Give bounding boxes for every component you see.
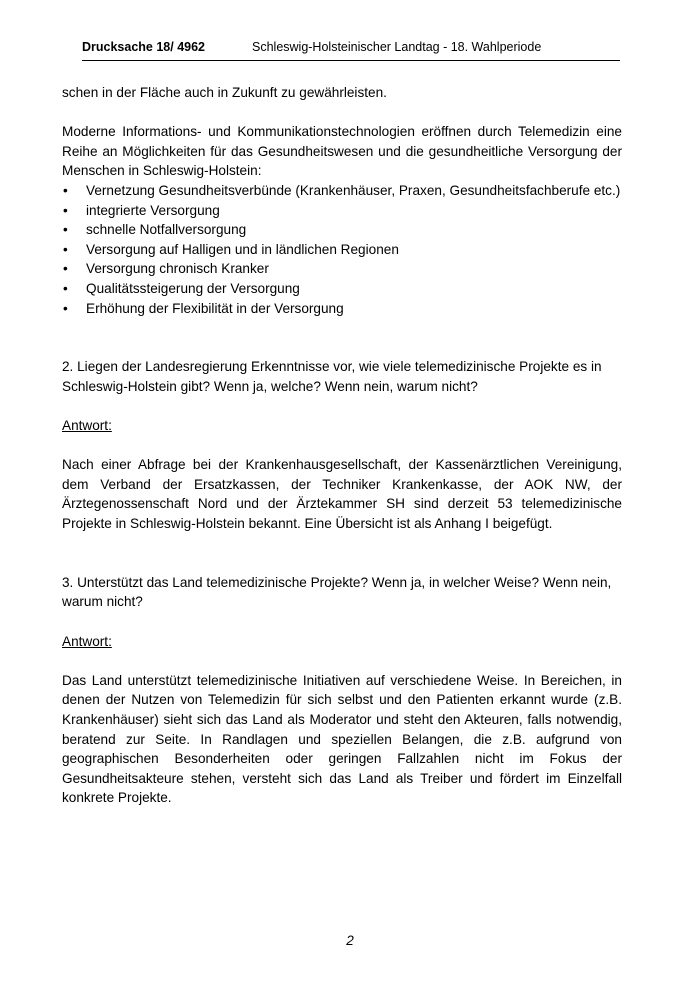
question-3: 3. Unterstützt das Land telemedizinische Projekte? Wenn ja, in welcher Weise? Wenn nein, warum nicht? (62, 574, 612, 610)
list-item: • Versorgung chronisch Kranker (62, 259, 622, 279)
list-item: • Erhöhung der Flexibilität in der Versorgung (62, 299, 622, 319)
answer-label: Antwort: (62, 633, 112, 649)
bullet-icon: • (63, 300, 68, 316)
bullet-icon: • (63, 202, 68, 218)
list-item: • integrierte Versorgung (62, 201, 622, 221)
bullet-icon: • (63, 280, 68, 296)
question-2: 2. Liegen der Landesregierung Erkenntnisse vor, wie viele telemedizinische Projekte es in Schleswig-Holstein gibt? Wenn ja, welche? Wenn nein, warum nicht? (62, 359, 602, 394)
list-item: • schnelle Notfallversorgung (62, 220, 622, 240)
bullet-icon: • (63, 241, 68, 257)
list-item: • Qualitätssteigerung der Versorgung (62, 279, 622, 299)
document-number: Drucksache 18/ 4962 (82, 40, 206, 54)
bullet-icon: • (63, 182, 68, 198)
bullet-icon: • (63, 261, 68, 277)
bullet-icon: • (63, 222, 68, 238)
intro-paragraph: Moderne Informations- und Kommunikationstechnologien eröffnen durch Telemedizin eine Reihe an Möglichkeiten für das Gesundheitswesen und die gesundheitliche Versorgung der Menschen in Schleswig-Holstein: (62, 124, 622, 179)
page-header (82, 38, 620, 61)
answer-2: Nach einer Abfrage bei der Krankenhausgesellschaft, der Kassenärztlichen Vereinigung, dem Verband der Ersatzkassen, der Techniker Krankenkasse, der AOK NW, der Ärztegenossenschaft Nord und der Ärztekammer SH sind derzeit 53 telemedizinische Projekte in Schleswig-Holstein bekannt. Eine Übersicht ist als Anhang I beigefügt. (62, 457, 622, 532)
answer-3: Das Land unterstützt telemedizinische Initiativen auf verschiedene Weise. In Bereichen, in denen der Nutzen von Telemedizin für sich selbst und den Patienten erkannt wurde (z.B. Krankenhäuser) sieht sich das Land als Moderator und steht den Akteuren, falls notwendig, beratend zur Seite. In Randlagen und speziellen Belangen, die z.B. aufgrund von geographischen Besonderheiten oder geringen Fallzahlen nicht im Fokus der Gesundheitsakteure stehen, versteht sich das Land als Treiber und fördert im Einzelfall konkrete Projekte. (62, 672, 622, 806)
parliament-title: Schleswig-Holsteinischer Landtag - 18. Wahlperiode (252, 40, 542, 54)
continuation-text: schen in der Fläche auch in Zukunft zu gewährleisten. (62, 85, 387, 100)
answer-label: Antwort: (62, 418, 112, 434)
list-item: • Vernetzung Gesundheitsverbünde (Krankenhäuser, Praxen, Gesundheitsfachberufe etc.) (62, 181, 622, 201)
benefits-list (62, 181, 622, 318)
document-body (62, 83, 622, 808)
page-number: 2 (346, 933, 354, 948)
list-item: • Versorgung auf Halligen und in ländlichen Regionen (62, 240, 622, 260)
